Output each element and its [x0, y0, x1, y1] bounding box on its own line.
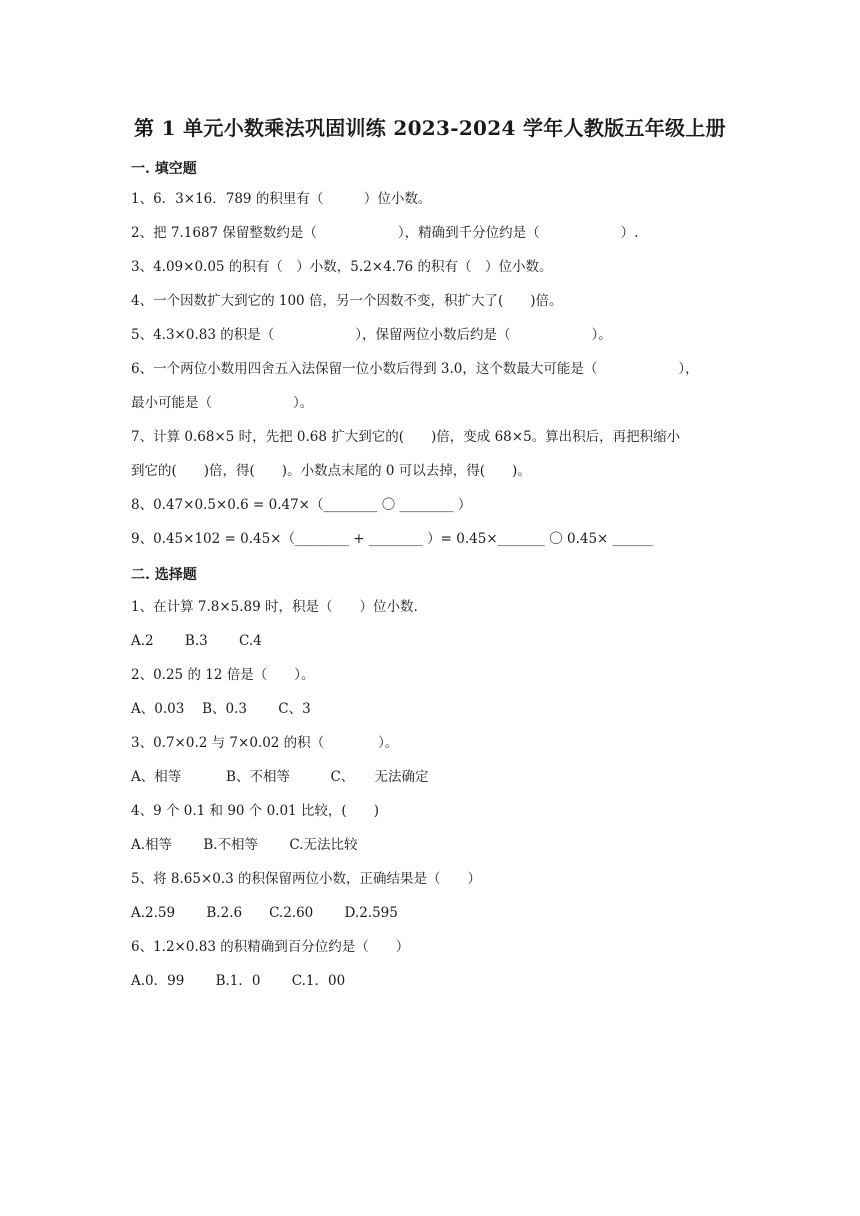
fill-question-4: 4、一个因数扩大到它的 100 倍，另一个因数不变，积扩大了( )倍。: [131, 293, 563, 309]
choice-options-6: A.0．99 B.1．0 C.1．00: [131, 973, 346, 989]
choice-options-2: A、0.03 B、0.3 C、3: [131, 701, 311, 717]
choice-question-1: 1、在计算 7.8×5.89 时，积是（ ）位小数.: [131, 599, 418, 615]
fill-question-6-line-1: 6、一个两位小数用四舍五入法保留一位小数后得到 3.0，这个数最大可能是（ ），: [131, 361, 699, 377]
choice-question-6: 6、1.2×0.83 的积精确到百分位约是（ ）: [131, 939, 410, 955]
choice-options-3: A、相等 B、不相等 C、 无法确定: [131, 769, 429, 785]
fill-question-1: 1、6．3×16．789 的积里有（ ）位小数。: [131, 191, 432, 207]
fill-question-7-line-2: 到它的( )倍，得( )。小数点末尾的 0 可以去掉，得( )。: [131, 463, 531, 479]
fill-question-9: 9、0.45×102 = 0.45×（________ + ________ ）= 0.45×_______ 〇 0.45× ______: [131, 531, 654, 547]
fill-question-2: 2、把 7.1687 保留整数约是（ ），精确到千分位约是（ ）.: [131, 225, 639, 241]
fill-question-8: 8、0.47×0.5×0.6 = 0.47×（________ 〇 ________ ）: [131, 497, 472, 513]
section-choice-heading: 二. 选择题: [131, 567, 197, 583]
choice-options-4: A.相等 B.不相等 C.无法比较: [131, 837, 358, 853]
choice-options-1: A.2 B.3 C.4: [131, 633, 262, 649]
choice-question-2: 2、0.25 的 12 倍是（ ）。: [131, 667, 315, 683]
fill-question-6-line-2: 最小可能是（ ）。: [131, 395, 314, 411]
choice-options-5: A.2.59 B.2.6 C.2.60 D.2.595: [131, 905, 398, 921]
choice-question-3: 3、0.7×0.2 与 7×0.02 的积（ ）。: [131, 735, 399, 751]
choice-question-4: 4、9 个 0.1 和 90 个 0.01 比较，( ): [131, 803, 379, 819]
page-title: 第 1 单元小数乘法巩固训练 2023-2024 学年人教版五年级上册: [134, 116, 726, 140]
section-fill-in-heading: 一. 填空题: [131, 161, 197, 177]
choice-question-5: 5、将 8.65×0.3 的积保留两位小数，正确结果是（ ）: [131, 871, 482, 887]
fill-question-7-line-1: 7、计算 0.68×5 时，先把 0.68 扩大到它的( )倍，变成 68×5。算出积后，再把积缩小: [131, 429, 681, 445]
fill-question-3: 3、4.09×0.05 的积有（ ）小数，5.2×4.76 的积有（ ）位小数。: [131, 259, 553, 275]
fill-question-5: 5、4.3×0.83 的积是（ ），保留两位小数后约是（ ）。: [131, 327, 612, 343]
